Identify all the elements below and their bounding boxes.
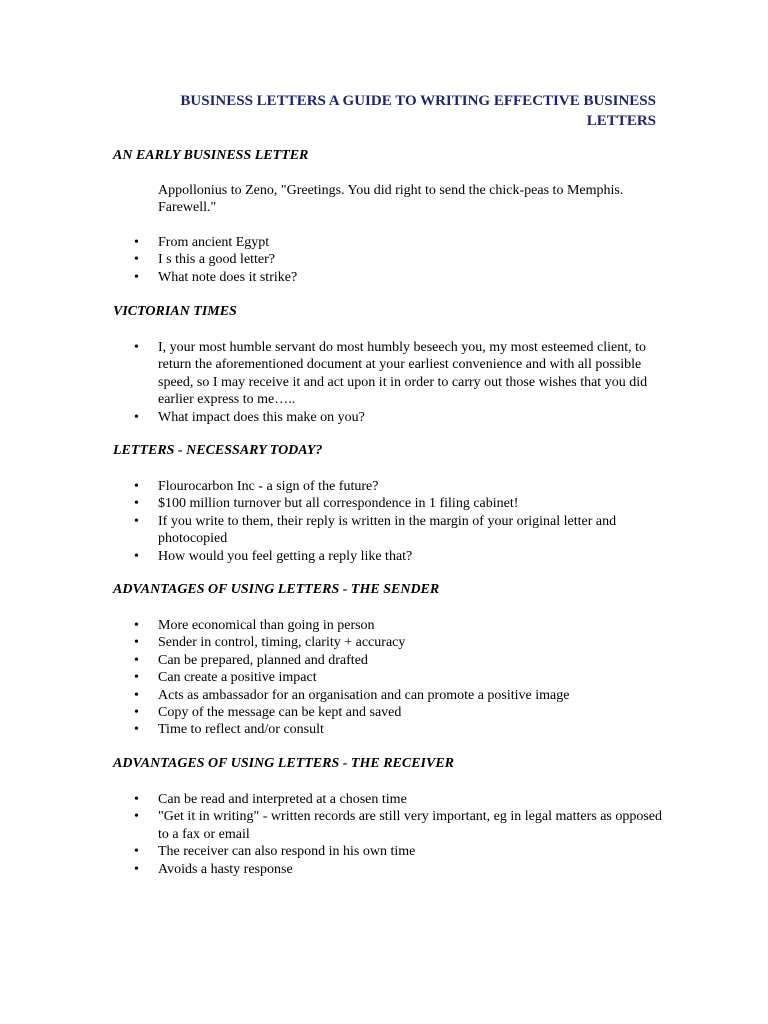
list-item: • Copy of the message can be kept and saved [134, 705, 402, 721]
section-heading-early-business-letter: AN EARLY BUSINESS LETTER [113, 148, 309, 163]
list-item: • "Get it in writing" - written records are still very important, eg in legal matters as opposed to a fax or email [134, 809, 663, 842]
list-item: • The receiver can also respond in his own time [134, 844, 416, 860]
list-item: • Flourocarbon Inc - a sign of the future? [134, 479, 379, 494]
list-item: • $100 million turnover but all correspondence in 1 filing cabinet! [134, 496, 519, 512]
list-item: • Acts as ambassador for an organisation and can promote a positive image [134, 687, 570, 703]
bullet-icon: • [134, 548, 139, 564]
list-item: • Avoids a hasty response [134, 861, 293, 877]
section-heading-advantages-receiver: ADVANTAGES OF USING LETTERS - THE RECEIVER [113, 756, 455, 771]
list-item: • What note does it strike? [134, 269, 298, 285]
bullet-icon: • [134, 635, 139, 651]
list-item: • I, your most humble servant do most humbly beseech you, my most esteemed client, to return the aforementioned document at your earliest convenience and with all possible speed, so I may receive it and act upon it in order to carry out those wishes that you did earlier express to me….. [134, 340, 648, 408]
bullet-icon: • [134, 861, 139, 877]
bullet-icon: • [134, 722, 139, 738]
bullet-icon: • [134, 792, 139, 807]
list-item: • If you write to them, their reply is written in the margin of your original letter and photocopied [134, 513, 617, 547]
bullet-list-advantages-receiver [0, 791, 768, 878]
bullet-icon: • [134, 409, 139, 425]
list-item: • What impact does this make on you? [134, 409, 365, 425]
bullet-list-victorian-times [0, 339, 768, 426]
bullet-icon: • [134, 618, 139, 633]
list-item: • Can be read and interpreted at a chosen time [134, 792, 407, 807]
list-item: • I s this a good letter? [134, 252, 276, 268]
bullet-list-letters-necessary-today [0, 478, 768, 565]
bullet-icon: • [134, 235, 139, 250]
bullet-icon: • [134, 479, 139, 494]
bullet-icon: • [134, 652, 139, 668]
section-heading-victorian-times: VICTORIAN TIMES [113, 304, 237, 319]
bullet-icon: • [134, 269, 139, 285]
bullet-icon: • [134, 340, 139, 355]
bullet-icon: • [134, 252, 139, 268]
list-item: • Can create a positive impact [134, 670, 317, 686]
document-title: BUSINESS LETTERS A GUIDE TO WRITING EFFECTIVE BUSINESS LETTERS [180, 93, 656, 129]
bullet-list-early-business-letter [0, 234, 768, 286]
list-item: • From ancient Egypt [134, 235, 270, 250]
section-heading-advantages-sender: ADVANTAGES OF USING LETTERS - THE SENDER [113, 582, 440, 597]
list-item: • Sender in control, timing, clarity + accuracy [134, 635, 406, 651]
bullet-icon: • [134, 809, 139, 825]
list-item: • How would you feel getting a reply like that? [134, 548, 413, 564]
bullet-icon: • [134, 670, 139, 686]
list-item: • Can be prepared, planned and drafted [134, 652, 368, 668]
bullet-icon: • [134, 705, 139, 721]
bullet-list-advantages-sender [0, 617, 768, 739]
quote-appollonius: Appollonius to Zeno, "Greetings. You did right to send the chick-peas to Memphis. Farewell." [158, 183, 624, 215]
section-heading-letters-necessary-today: LETTERS - NECESSARY TODAY? [113, 443, 323, 458]
bullet-icon: • [134, 496, 139, 512]
list-item: • Time to reflect and/or consult [134, 722, 324, 738]
bullet-icon: • [134, 844, 139, 860]
bullet-icon: • [134, 687, 139, 703]
bullet-icon: • [134, 513, 139, 529]
list-item: • More economical than going in person [134, 618, 375, 633]
